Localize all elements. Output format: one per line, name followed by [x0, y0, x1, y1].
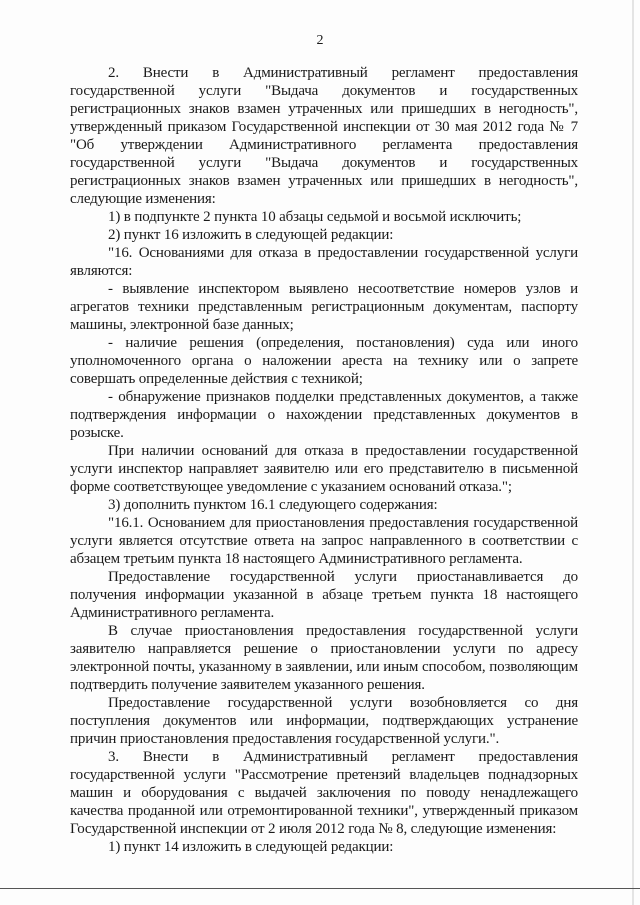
paragraph-point-14: 1) пункт 14 изложить в следующей редакции:: [108, 839, 394, 855]
paragraph-item-1: 1) в подпункте 2 пункта 10 абзацы седьмой и восьмой исключить;: [108, 209, 522, 225]
paragraph-amend-regulation-7: 2. Внести в Административный регламент предоставления государственной услуги "Выдача документов и государственных регистрационных знаков взамен утраченных или пришедших в негодность", утвержденный приказом Государственной инспекции от 30 мая 2012 года № 7 "Об утверждении Административного регламента предоставления государственной услуги "Выдача документов и государственных регистрационных знаков взамен утраченных или пришедших в негодность", следующие изменения:: [70, 65, 578, 207]
paragraph-amend-regulation-8: 3. Внести в Административный регламент предоставления государственной услуги "Рассмотрение претензий владельцев поднадзорных машин и оборудования с выдачей заключения по поводу ненадлежащего качества проданной или отремонтированной техники", утвержденный приказом Государственной инспекции от 2 июля 2012 года № 8, следующие изменения:: [70, 749, 578, 837]
document-body: [70, 64, 578, 856]
scan-edge: [632, 0, 634, 905]
paragraph-ground-forgery: - обнаружение признаков подделки представленных документов, а также подтверждения информации о нахождении представленных документов в розыске.: [70, 389, 578, 441]
paragraph-resumption: Предоставление государственной услуги возобновляется со дня поступления документов или информации, подтверждающих устранение причин приостановления предоставления государственной услуги.".: [70, 695, 578, 747]
paragraph-point-16: "16. Основаниями для отказа в предоставлении государственной услуги являются:: [70, 245, 578, 279]
paragraph-point-16-1: "16.1. Основанием для приостановления предоставления государственной услуги является отсутствие ответа на запрос направленного в соответствии с абзацем третьим пункта 18 настоящего Административного регламента.: [70, 515, 578, 567]
paragraph-refusal-notice: При наличии оснований для отказа в предоставлении государственной услуги инспектор направляет заявителю или его представителю в письменной форме соответствующее уведомление с указанием оснований отказа.";: [70, 443, 578, 495]
page-number: 2: [316, 33, 324, 48]
paragraph-item-3: 3) дополнить пунктом 16.1 следующего содержания:: [108, 497, 438, 513]
paragraph-ground-court-decision: - наличие решения (определения, постановления) суда или иного уполномоченного органа о наложении ареста на технику или о запрете совершать определенные действия с техникой;: [70, 335, 578, 387]
bottom-rule: [0, 888, 640, 889]
paragraph-item-2: 2) пункт 16 изложить в следующей редакции:: [108, 227, 394, 243]
paragraph-suspension-notice: В случае приостановления предоставления государственной услуги заявителю направляется решение о приостановлении услуги по адресу электронной почты, указанному в заявлении, или иным способом, позволяющим подтвердить получение заявителем указанного решения.: [70, 623, 578, 693]
paragraph-ground-mismatch: - выявление инспектором выявлено несоответствие номеров узлов и агрегатов техники представленным регистрационным документам, паспорту машины, электронной базе данных;: [70, 281, 578, 333]
paragraph-suspension: Предоставление государственной услуги приостанавливается до получения информации указанной в абзаце третьем пункта 18 настоящего Административного регламента.: [70, 569, 578, 621]
